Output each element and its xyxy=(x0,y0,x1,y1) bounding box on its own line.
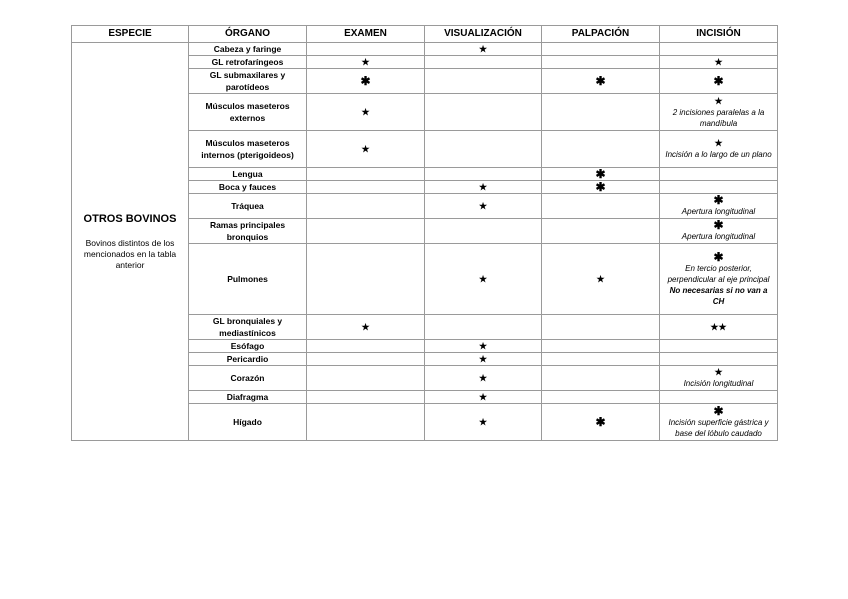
incision-cell xyxy=(660,340,778,353)
incision-note-bold: No necesarias si no van a CH xyxy=(669,285,768,306)
examen-mark: ★ xyxy=(361,106,370,117)
visualizacion-mark: ★ xyxy=(478,353,488,364)
inspection-table xyxy=(71,25,778,441)
examen-cell xyxy=(307,43,425,56)
palpacion-cell xyxy=(542,131,660,168)
incision-note: Incisión superficie gástrica y base del lóbulo caudado xyxy=(668,417,769,438)
examen-cell xyxy=(307,353,425,366)
examen-mark: ✱ xyxy=(360,73,371,88)
examen-cell xyxy=(307,181,425,194)
visualizacion-cell xyxy=(425,94,542,131)
visualizacion-cell xyxy=(425,244,542,315)
visualizacion-mark: ★ xyxy=(478,273,488,284)
examen-mark: ★ xyxy=(361,56,370,67)
visualizacion-cell xyxy=(425,56,542,69)
visualizacion-cell xyxy=(425,181,542,194)
examen-cell xyxy=(307,131,425,168)
palpacion-cell xyxy=(542,404,660,441)
incision-mark: ★★ xyxy=(710,321,727,332)
palpacion-mark: ✱ xyxy=(595,73,606,88)
palpacion-cell xyxy=(542,43,660,56)
examen-cell xyxy=(307,168,425,181)
incision-cell xyxy=(660,43,778,56)
incision-mark: ✱ xyxy=(713,249,724,264)
palpacion-cell xyxy=(542,194,660,219)
organ-cell: Hígado xyxy=(189,404,307,441)
incision-cell xyxy=(660,366,778,391)
visualizacion-cell xyxy=(425,391,542,404)
organ-cell: GL submaxilares y parotídeos xyxy=(189,69,307,94)
incision-cell xyxy=(660,131,778,168)
organ-cell: GL retrofaríngeos xyxy=(189,56,307,69)
palpacion-cell xyxy=(542,353,660,366)
examen-cell xyxy=(307,340,425,353)
visualizacion-mark: ★ xyxy=(478,43,488,54)
incision-mark: ★ xyxy=(714,367,723,377)
incision-note: En tercio posterior, perpendicular al eje principal xyxy=(667,263,770,284)
examen-cell xyxy=(307,194,425,219)
examen-mark: ★ xyxy=(361,321,370,332)
incision-cell xyxy=(660,391,778,404)
examen-cell xyxy=(307,391,425,404)
visualizacion-mark: ★ xyxy=(478,391,488,402)
incision-note: Apertura longitudinal xyxy=(681,232,756,241)
incision-note: Apertura longitudinal xyxy=(681,207,756,216)
palpacion-cell xyxy=(542,94,660,131)
visualizacion-cell xyxy=(425,219,542,244)
incision-cell xyxy=(660,219,778,244)
incision-cell xyxy=(660,168,778,181)
visualizacion-cell xyxy=(425,315,542,340)
organ-cell: Músculos maseteros externos xyxy=(189,94,307,131)
examen-cell xyxy=(307,94,425,131)
incision-note: 2 incisiones paralelas a la mandíbula xyxy=(672,107,765,128)
palpacion-cell xyxy=(542,244,660,315)
incision-cell xyxy=(660,244,778,315)
visualizacion-cell xyxy=(425,69,542,94)
visualizacion-cell xyxy=(425,353,542,366)
palpacion-cell xyxy=(542,340,660,353)
species-description: Bovinos distintos de los mencionados en la tabla anterior xyxy=(83,237,177,270)
palpacion-cell xyxy=(542,168,660,181)
palpacion-cell xyxy=(542,391,660,404)
incision-cell xyxy=(660,69,778,94)
incision-note: Incisión longitudinal xyxy=(683,379,754,388)
palpacion-cell xyxy=(542,56,660,69)
examen-cell xyxy=(307,56,425,69)
incision-mark: ✱ xyxy=(713,73,724,88)
header-especie: ESPECIE xyxy=(72,26,189,43)
visualizacion-cell xyxy=(425,43,542,56)
header-organo: ÓRGANO xyxy=(189,26,307,43)
organ-cell: Boca y fauces xyxy=(189,181,307,194)
incision-mark: ✱ xyxy=(713,218,724,232)
organ-cell: Diafragma xyxy=(189,391,307,404)
incision-mark: ✱ xyxy=(713,193,724,207)
palpacion-cell xyxy=(542,219,660,244)
incision-cell xyxy=(660,315,778,340)
palpacion-mark: ✱ xyxy=(595,414,606,429)
visualizacion-cell xyxy=(425,168,542,181)
species-name: OTROS BOVINOS xyxy=(83,212,177,225)
visualizacion-mark: ★ xyxy=(478,200,488,211)
organ-cell: Tráquea xyxy=(189,194,307,219)
incision-cell xyxy=(660,353,778,366)
organ-cell: Pericardio xyxy=(189,353,307,366)
header-row xyxy=(72,26,778,43)
organ-cell: Corazón xyxy=(189,366,307,391)
visualizacion-cell xyxy=(425,366,542,391)
organ-cell: Lengua xyxy=(189,168,307,181)
organ-cell: Ramas principales bronquios xyxy=(189,219,307,244)
palpacion-cell xyxy=(542,315,660,340)
visualizacion-mark: ★ xyxy=(478,372,488,383)
incision-cell xyxy=(660,56,778,69)
header-visualizacion: VISUALIZACIÓN xyxy=(425,26,542,43)
examen-cell xyxy=(307,366,425,391)
examen-mark: ★ xyxy=(361,143,370,154)
table-body xyxy=(72,43,778,441)
examen-cell xyxy=(307,244,425,315)
organ-cell: Pulmones xyxy=(189,244,307,315)
incision-cell xyxy=(660,404,778,441)
palpacion-mark: ★ xyxy=(596,273,605,284)
palpacion-cell xyxy=(542,366,660,391)
organ-cell: Esófago xyxy=(189,340,307,353)
visualizacion-cell xyxy=(425,131,542,168)
palpacion-mark: ✱ xyxy=(595,179,606,194)
incision-mark: ★ xyxy=(714,138,723,148)
examen-cell xyxy=(307,219,425,244)
palpacion-cell xyxy=(542,181,660,194)
header-incision: INCISIÓN xyxy=(660,26,778,43)
examen-cell xyxy=(307,404,425,441)
organ-cell: Músculos maseteros internos (pterigoideos) xyxy=(189,131,307,168)
visualizacion-mark: ★ xyxy=(478,181,488,192)
organ-cell: Cabeza y faringe xyxy=(189,43,307,56)
examen-cell xyxy=(307,69,425,94)
visualizacion-cell xyxy=(425,194,542,219)
incision-note: Incisión a lo largo de un plano xyxy=(665,150,772,159)
incision-mark: ★ xyxy=(714,56,723,67)
incision-mark: ✱ xyxy=(713,403,724,418)
incision-mark: ★ xyxy=(714,95,723,106)
palpacion-cell xyxy=(542,69,660,94)
species-cell xyxy=(72,43,189,441)
examen-cell xyxy=(307,315,425,340)
organ-cell: GL bronquiales y mediastínicos xyxy=(189,315,307,340)
header-palpacion: PALPACIÓN xyxy=(542,26,660,43)
visualizacion-mark: ★ xyxy=(478,340,488,351)
visualizacion-cell xyxy=(425,340,542,353)
visualizacion-cell xyxy=(425,404,542,441)
palpacion-mark: ✱ xyxy=(595,166,606,181)
header-examen: EXAMEN xyxy=(307,26,425,43)
incision-cell xyxy=(660,94,778,131)
incision-cell xyxy=(660,194,778,219)
visualizacion-mark: ★ xyxy=(478,416,488,427)
incision-cell xyxy=(660,181,778,194)
table-row xyxy=(72,43,778,56)
